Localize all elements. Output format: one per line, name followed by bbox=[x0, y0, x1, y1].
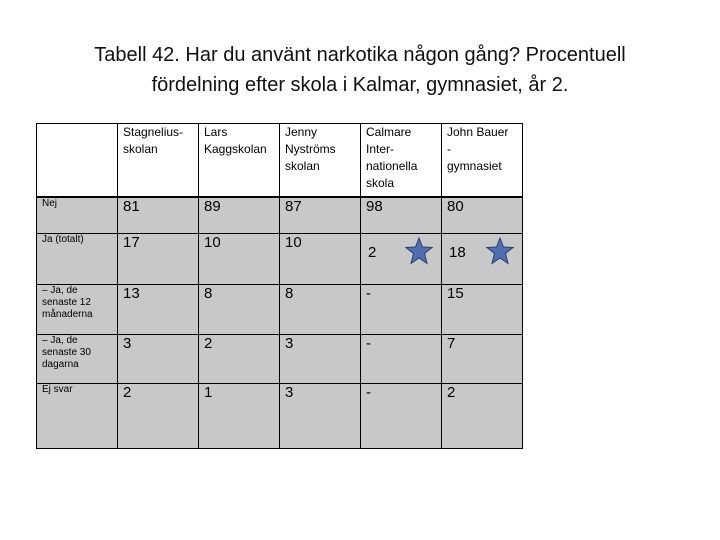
table-row bbox=[37, 384, 523, 449]
row-label: Nej bbox=[37, 197, 118, 234]
row-label: Ej svar bbox=[37, 384, 118, 449]
table-row bbox=[37, 285, 523, 335]
table-cell: 2 bbox=[442, 384, 523, 449]
table-cell: - bbox=[361, 335, 442, 384]
table-cell: 2 bbox=[118, 384, 199, 449]
table-row bbox=[37, 335, 523, 384]
row-label: Ja (totalt) bbox=[37, 234, 118, 285]
table-cell: 1 bbox=[199, 384, 280, 449]
table-cell-value: 18 bbox=[449, 244, 466, 261]
table-cell bbox=[361, 234, 442, 285]
column-header: Stagnelius- skolan bbox=[118, 124, 199, 197]
table-header-row bbox=[37, 124, 523, 197]
table-cell: 10 bbox=[280, 234, 361, 285]
column-header: Jenny Nyströms skolan bbox=[280, 124, 361, 197]
table-cell: 10 bbox=[199, 234, 280, 285]
table-cell: 15 bbox=[442, 285, 523, 335]
table-cell: 8 bbox=[199, 285, 280, 335]
star-icon bbox=[486, 237, 514, 265]
table-cell: 17 bbox=[118, 234, 199, 285]
table-cell: 7 bbox=[442, 335, 523, 384]
title-line-1: Tabell 42. Har du använt narkotika någon gång? Procentuell bbox=[94, 44, 626, 66]
table-cell-value: 2 bbox=[368, 244, 377, 261]
table-cell: 13 bbox=[118, 285, 199, 335]
column-header: John Bauer - gymnasiet bbox=[442, 124, 523, 197]
table-cell: 3 bbox=[280, 335, 361, 384]
table-cell: 3 bbox=[118, 335, 199, 384]
table-cell: 80 bbox=[442, 197, 523, 234]
row-label: – Ja, de senaste 30 dagarna bbox=[37, 335, 118, 384]
row-label: – Ja, de senaste 12 månaderna bbox=[37, 285, 118, 335]
column-header: Calmare Inter- nationella skola bbox=[361, 124, 442, 197]
table-cell: 87 bbox=[280, 197, 361, 234]
table-cell: 3 bbox=[280, 384, 361, 449]
table-cell: - bbox=[361, 285, 442, 335]
star-icon bbox=[405, 237, 433, 265]
table-cell: 81 bbox=[118, 197, 199, 234]
table-cell: 98 bbox=[361, 197, 442, 234]
table-cell: 89 bbox=[199, 197, 280, 234]
corner-cell bbox=[37, 124, 118, 197]
title-line-2: fördelning efter skola i Kalmar, gymnasiet, år 2. bbox=[151, 74, 569, 96]
page-title bbox=[30, 40, 690, 100]
table-cell: 2 bbox=[199, 335, 280, 384]
table-cell bbox=[442, 234, 523, 285]
column-header: Lars Kaggskolan bbox=[199, 124, 280, 197]
table-cell: - bbox=[361, 384, 442, 449]
table-row bbox=[37, 234, 523, 285]
table-row bbox=[37, 197, 523, 234]
data-table bbox=[36, 123, 523, 449]
table-cell: 8 bbox=[280, 285, 361, 335]
